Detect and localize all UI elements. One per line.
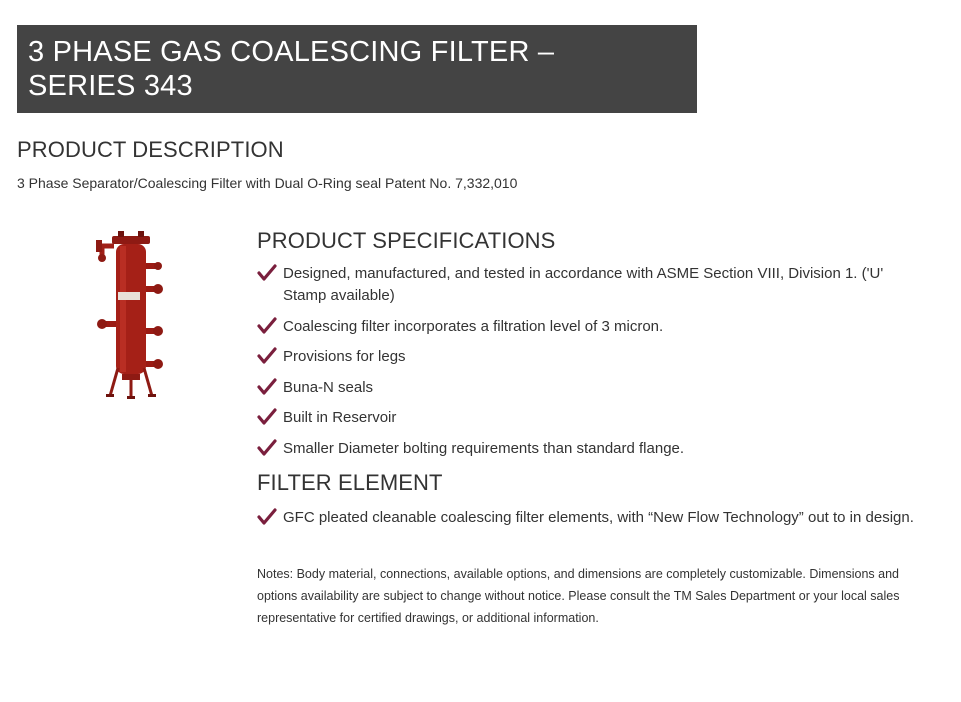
list-item	[257, 407, 917, 429]
product-description-heading: PRODUCT DESCRIPTION	[17, 137, 284, 162]
spec-item-text: Buna-N seals	[283, 378, 374, 396]
spec-item-text: Smaller Diameter bolting requirements than standard flange.	[283, 439, 685, 457]
list-item	[257, 346, 917, 368]
list-item	[257, 377, 917, 399]
list-item	[257, 438, 917, 460]
spec-item-text: Built in Reservoir	[283, 409, 397, 426]
product-description-text: 3 Phase Separator/Coalescing Filter with Dual O-Ring seal Patent No. 7,332,010	[17, 175, 518, 191]
checkmark-icon	[257, 378, 277, 396]
checkmark-icon	[257, 317, 277, 335]
checkmark-icon	[257, 347, 277, 365]
spec-item-text: Coalescing filter incorporates a filtration level of 3 micron.	[283, 317, 664, 335]
checkmark-icon	[257, 408, 277, 426]
filter-element-item-text: GFC pleated cleanable coalescing filter elements, with “New Flow Technology” out to in design.	[283, 509, 914, 526]
checkmark-icon	[257, 264, 277, 282]
title-banner	[17, 25, 697, 113]
spec-item-text: Designed, manufactured, and tested in accordance with ASME Section VIII, Division 1. ('U' Stamp available)	[283, 265, 884, 304]
product-specifications-heading: PRODUCT SPECIFICATIONS	[257, 228, 556, 253]
notes-text: Notes: Body material, connections, available options, and dimensions are completely customizable. Dimensions and options availability are subject to change without notice. Please consult the TM Sales Department or your local sales representative for certified drawings, or additional information.	[257, 567, 900, 625]
filter-element-heading: FILTER ELEMENT	[257, 470, 443, 495]
list-item	[257, 263, 917, 307]
spec-item-text: Provisions for legs	[283, 348, 406, 365]
checkmark-icon	[257, 439, 277, 457]
filter-element-list	[257, 507, 917, 538]
list-item	[257, 316, 917, 338]
specifications-list	[257, 263, 917, 468]
page-title: 3 PHASE GAS COALESCING FILTER – SERIES 343	[28, 36, 555, 102]
list-item	[257, 507, 917, 529]
checkmark-icon	[257, 508, 277, 526]
coalescing-filter-vessel-image	[88, 228, 168, 403]
